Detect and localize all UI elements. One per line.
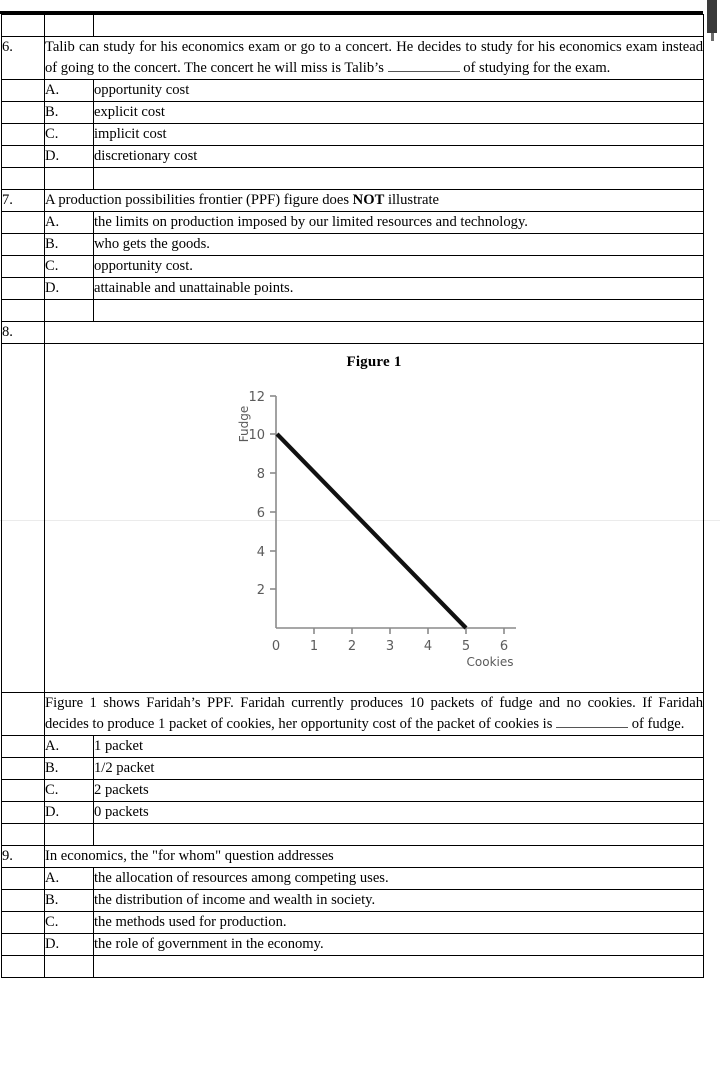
spacer-cell-body [94, 824, 704, 846]
x-tick-label: 0 [271, 638, 281, 654]
x-tick-label: 5 [461, 638, 471, 654]
x-tick-label: 1 [309, 638, 319, 654]
y-tick-label: 12 [248, 389, 265, 405]
question-stem-7 [45, 190, 704, 212]
option-text: implicit cost [94, 124, 704, 146]
y-axis-title: Fudge [237, 405, 251, 442]
figure-plot-area [45, 374, 703, 674]
question-row-7 [2, 190, 704, 212]
spacer-row [2, 956, 704, 978]
option-row[interactable] [2, 780, 704, 802]
x-tick-label: 3 [385, 638, 395, 654]
x-tick-label: 4 [423, 638, 433, 654]
spacer-row [2, 824, 704, 846]
option-letter: B. [45, 102, 94, 124]
scroll-edge-artifact [707, 0, 717, 33]
question-row-8 [2, 322, 704, 344]
question-row-9 [2, 846, 704, 868]
option-letter: A. [45, 80, 94, 102]
option-row[interactable] [2, 934, 704, 956]
option-letter: C. [45, 124, 94, 146]
option-text: the role of government in the economy. [94, 934, 704, 956]
figure-spacer [2, 344, 45, 693]
option-row[interactable] [2, 758, 704, 780]
option-letter: C. [45, 912, 94, 934]
figure-cell [45, 344, 704, 693]
option-text: 1 packet [94, 736, 704, 758]
option-row[interactable] [2, 736, 704, 758]
option-letter: B. [45, 758, 94, 780]
spacer-cell-num [2, 300, 45, 322]
option-spacer [2, 234, 45, 256]
option-text: the allocation of resources among competing uses. [94, 868, 704, 890]
option-letter: D. [45, 802, 94, 824]
option-letter: A. [45, 212, 94, 234]
scroll-edge-artifact-tail [711, 33, 714, 41]
spacer-cell-letter [45, 956, 94, 978]
option-spacer [2, 780, 45, 802]
question-row-6 [2, 37, 704, 80]
option-spacer [2, 802, 45, 824]
option-row[interactable] [2, 278, 704, 300]
option-row[interactable] [2, 102, 704, 124]
option-row[interactable] [2, 124, 704, 146]
spacer-cell-letter [45, 300, 94, 322]
question-stem-7-pre: A production possibilities frontier (PPF) figure does [45, 192, 353, 208]
option-spacer [2, 912, 45, 934]
option-text: 0 packets [94, 802, 704, 824]
x-axis-title: Cookies [466, 654, 514, 668]
option-text: the methods used for production. [94, 912, 704, 934]
spacer-cell-num [2, 824, 45, 846]
figure-row [2, 344, 704, 693]
option-spacer [2, 868, 45, 890]
option-row[interactable] [2, 80, 704, 102]
option-text: opportunity cost. [94, 256, 704, 278]
question-stem-row-8 [2, 693, 704, 736]
option-row[interactable] [2, 256, 704, 278]
question-stem-6 [45, 37, 704, 80]
option-letter: A. [45, 868, 94, 890]
spacer-cell-num [2, 168, 45, 190]
question-number-9: 9. [2, 846, 45, 868]
stem-spacer [2, 693, 45, 736]
spacer-cell-num [2, 956, 45, 978]
option-spacer [2, 212, 45, 234]
option-row[interactable] [2, 802, 704, 824]
fill-in-blank [388, 59, 460, 72]
question-stem-8-text: Figure 1 shows Faridah’s PPF. Faridah currently produces 10 packets of fudge and no cookies. If Faridah decides to produce 1 packet of cookies, her opportunity cost of the packet of cookies is [45, 695, 703, 732]
option-spacer [2, 146, 45, 168]
option-text: attainable and unattainable points. [94, 278, 704, 300]
option-row[interactable] [2, 234, 704, 256]
question-stem-8-empty [45, 322, 704, 344]
option-text: the limits on production imposed by our limited resources and technology. [94, 212, 704, 234]
spacer-row [2, 300, 704, 322]
y-tick-label: 8 [256, 466, 265, 482]
option-spacer [2, 80, 45, 102]
spacer-cell-body [94, 15, 704, 37]
spacer-cell-letter [45, 15, 94, 37]
y-tick-label: 10 [248, 427, 265, 443]
option-row[interactable] [2, 912, 704, 934]
figure-title: Figure 1 [346, 354, 402, 370]
option-text: explicit cost [94, 102, 704, 124]
fill-in-blank [556, 715, 628, 728]
option-letter: D. [45, 934, 94, 956]
option-spacer [2, 124, 45, 146]
question-stem-6-text-2: of studying for the exam. [463, 60, 611, 76]
option-letter: C. [45, 780, 94, 802]
option-letter: C. [45, 256, 94, 278]
option-spacer [2, 934, 45, 956]
option-spacer [2, 758, 45, 780]
spacer-cell-num [2, 15, 45, 37]
x-tick-label: 2 [347, 638, 357, 654]
option-spacer [2, 278, 45, 300]
option-text: opportunity cost [94, 80, 704, 102]
option-spacer [2, 736, 45, 758]
question-number-6: 6. [2, 37, 45, 80]
option-letter: B. [45, 234, 94, 256]
spacer-cell-letter [45, 168, 94, 190]
option-text: 1/2 packet [94, 758, 704, 780]
option-letter: A. [45, 736, 94, 758]
question-stem-8-text-2: of fudge. [631, 716, 685, 732]
ppf-chart [224, 378, 524, 668]
option-text: 2 packets [94, 780, 704, 802]
option-letter: D. [45, 278, 94, 300]
question-stem-8 [45, 693, 704, 736]
question-stem-6-text: Talib can study for his economics exam or go to a concert. He decides to study for his economics exam instead of going to the concert. The concert he will miss is Talib’s [45, 39, 703, 76]
question-stem-9: In economics, the "for whom" question addresses [45, 846, 704, 868]
spacer-cell-letter [45, 824, 94, 846]
question-stem-7-post: illustrate [384, 192, 440, 208]
y-tick-label: 2 [256, 582, 265, 598]
option-spacer [2, 890, 45, 912]
spacer-cell-body [94, 300, 704, 322]
option-text: discretionary cost [94, 146, 704, 168]
exam-question-table [1, 14, 704, 978]
option-text: the distribution of income and wealth in society. [94, 890, 704, 912]
question-number-7: 7. [2, 190, 45, 212]
ppf-line [277, 434, 466, 628]
option-spacer [2, 102, 45, 124]
question-stem-7-emphasis: NOT [352, 192, 385, 208]
option-row[interactable] [2, 212, 704, 234]
option-row[interactable] [2, 146, 704, 168]
spacer-row [2, 168, 704, 190]
option-letter: D. [45, 146, 94, 168]
option-row[interactable] [2, 890, 704, 912]
option-text: who gets the goods. [94, 234, 704, 256]
x-tick-label: 6 [499, 638, 509, 654]
option-spacer [2, 256, 45, 278]
y-tick-label: 4 [256, 544, 265, 560]
spacer-cell-body [94, 956, 704, 978]
y-tick-label: 6 [256, 505, 265, 521]
question-number-8: 8. [2, 322, 45, 344]
spacer-row [2, 15, 704, 37]
spacer-cell-body [94, 168, 704, 190]
option-letter: B. [45, 890, 94, 912]
option-row[interactable] [2, 868, 704, 890]
